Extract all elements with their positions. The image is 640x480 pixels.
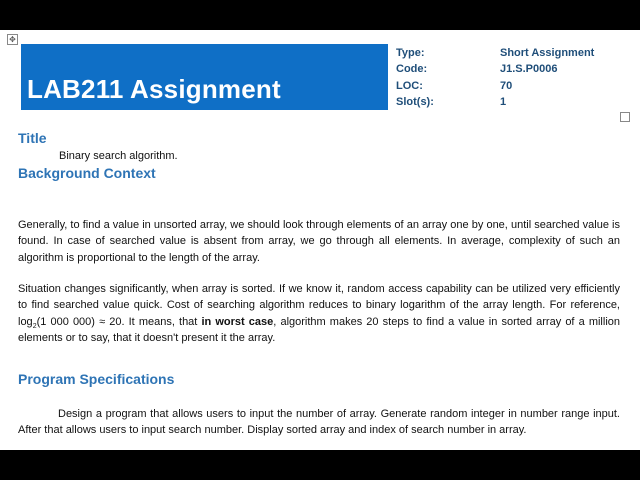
info-label: Type: — [396, 47, 425, 59]
info-row-type — [396, 45, 626, 61]
info-label: Code: — [396, 63, 428, 76]
paragraph-text: Situation changes significantly, when array is sorted. If we know it, random access capability can be utilized very efficiently to find searched value quick. Cost of searching algorithm reduces to binary logarithm of the array length. For reference, log — [18, 283, 620, 328]
assignment-info-table — [396, 45, 626, 110]
info-row-code — [396, 61, 626, 77]
section-heading-title: Title — [18, 130, 47, 146]
section-heading-program: Program Specifications — [18, 371, 175, 387]
info-value: 70 — [500, 79, 513, 92]
document-page — [0, 30, 640, 450]
table-move-handle-icon[interactable]: ✥ — [7, 34, 18, 45]
background-paragraph-1: Generally, to find a value in unsorted array, we should look through elements of an array one by one, until searched value is found. In case of searched value is absent from array, we go through all elements. In average, complexity of such an algorithm is proportional to the length of the array. — [18, 219, 620, 264]
info-value: J1.S.P0006 — [500, 63, 558, 76]
program-specification-text: Design a program that allows users to input the number of array. Generate random integer in number range input. After that allows users to input search number. Display sorted array and index of search number in array. — [18, 408, 620, 437]
paragraph-text: (1 000 000) ≈ 20. It means, that — [36, 315, 202, 328]
section-heading-background: Background Context — [18, 165, 156, 181]
log-subscript: 2 — [32, 322, 37, 330]
emphasis-text: in worst case — [201, 315, 274, 328]
info-label: LOC: — [396, 79, 423, 92]
info-row-loc — [396, 78, 626, 94]
info-row-slots — [396, 94, 626, 110]
info-value: 1 — [500, 95, 507, 108]
info-label: Slot(s): — [396, 95, 434, 108]
banner-title: LAB211 Assignment — [27, 74, 281, 104]
title-banner — [18, 44, 388, 110]
title-text: Binary search algorithm. — [59, 150, 178, 162]
info-value: Short Assignment — [500, 47, 595, 59]
table-resize-handle-icon[interactable] — [620, 112, 630, 122]
paragraph-text: , algorithm makes 20 steps to find a value in sorted array of a million elements or to say, that it doesn't present it the array. — [18, 315, 620, 344]
background-paragraph-2 — [18, 281, 620, 346]
